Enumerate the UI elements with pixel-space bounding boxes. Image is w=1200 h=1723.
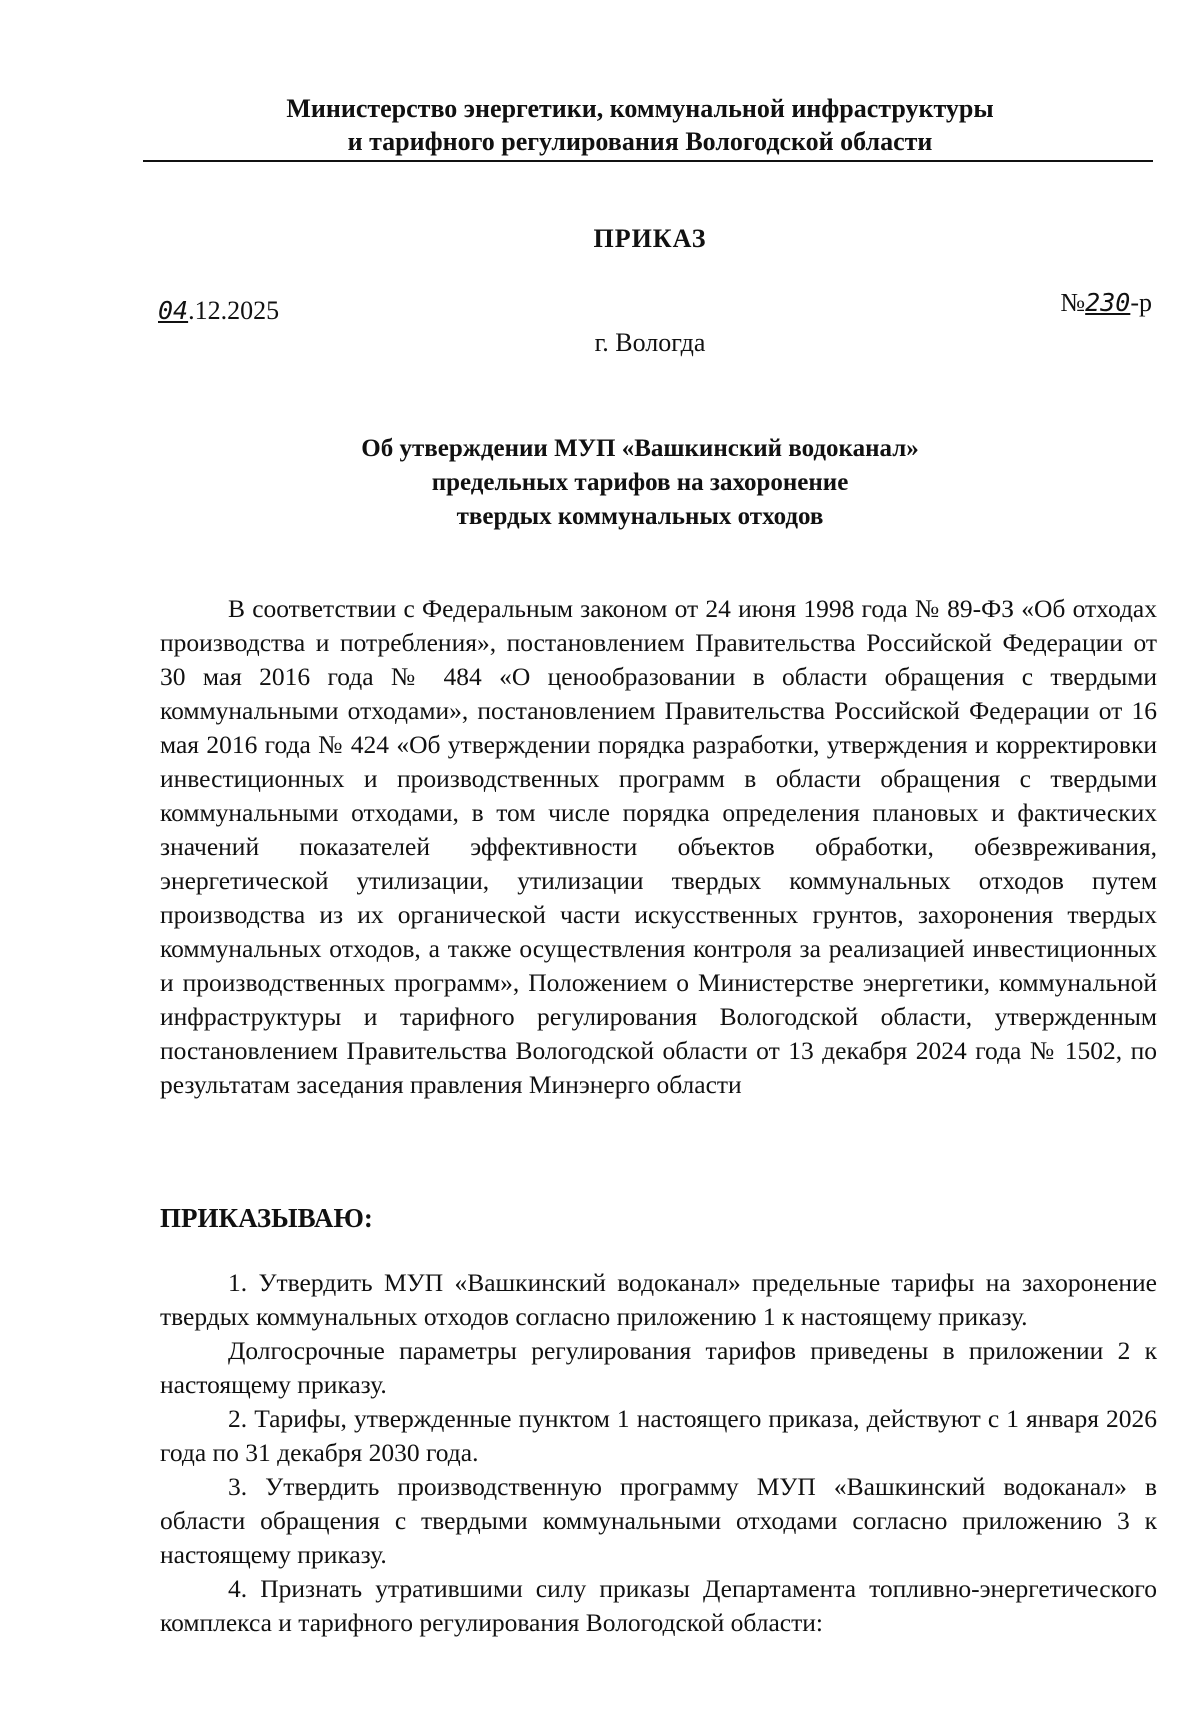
subject-line-1: Об утверждении МУП «Вашкинский водоканал» [361,435,919,462]
preamble-paragraph: В соответствии с Федеральным законом от 24 июня 1998 года № 89-ФЗ «Об отходах производства и потребления», постановлением Правительства Российской Федерации от 30 мая 2016 года № 484 «О ценообразовании в области обращения с твердыми коммунальными отходами», постановлением Правительства Российской Федерации от 16 мая 2016 года № 424 «Об утверждении порядка разработки, утверждения и корректировки инвестиционных и производственных программ в области обращения с твердыми коммунальными отходами, в том числе порядка определения плановых и фактических значений показателей эффективности объектов обработки, обезвреживания, энергетической утилизации, утилизации твердых коммунальных отходов путем производства из их органической части искусственных грунтов, захоронения твердых коммунальных отходов, а также осуществления контроля за реализацией инвестиционных и производственных программ», Положением о Министерстве энергетики, коммунальной инфраструктуры и тарифного регулирования Вологодской области, утвержденным постановлением Правительства Вологодской области от 13 декабря 2024 года № 1502, по результатам заседания правления Минэнерго области [160,594,1157,1099]
document-number [1060,288,1152,318]
document-type: ПРИКАЗ [593,224,707,253]
order-word: ПРИКАЗЫВАЮ: [160,1203,373,1233]
number-sign: № [1060,288,1086,317]
ministry-line-2: и тарифного регулирования Вологодской области [347,127,933,156]
ministry-line-1: Министерство энергетики, коммунальной инфраструктуры [286,94,994,123]
date-day-handwritten: 04 [158,296,189,325]
order-item-1: 1. Утвердить МУП «Вашкинский водоканал» предельные тарифы на захоронение твердых коммунальных отходов согласно приложению 1 к настоящему приказу. [160,1268,1157,1331]
document-date [158,296,279,326]
ministry-header [140,92,1140,158]
order-item-3: 3. Утвердить производственную программу МУП «Вашкинский водоканал» в области обращения с твердыми коммунальными отходами согласно приложению 3 к настоящему приказу. [160,1472,1157,1569]
order-items [160,1266,1157,1640]
order-item-4: 4. Признать утратившими силу приказы Департамента топливно-энергетического комплекса и тарифного регулирования Вологодской области: [160,1574,1157,1637]
subject-line-3: твердых коммунальных отходов [456,503,824,530]
preamble-block [160,592,1157,1102]
header-divider [143,160,1153,162]
number-handwritten: 230 [1085,288,1131,317]
subject-line-2: предельных тарифов на захоронение [431,469,849,496]
order-item-2: 2. Тарифы, утвержденные пунктом 1 настоящего приказа, действуют с 1 января 2026 года по 31 декабря 2030 года. [160,1404,1157,1467]
number-suffix: -р [1130,288,1152,317]
order-item-1-note: Долгосрочные параметры регулирования тарифов приведены в приложении 2 к настоящему приказу. [160,1336,1157,1399]
document-subject [200,432,1080,534]
document-city: г. Вологда [594,328,706,357]
date-month-year: .12.2025 [188,296,280,325]
